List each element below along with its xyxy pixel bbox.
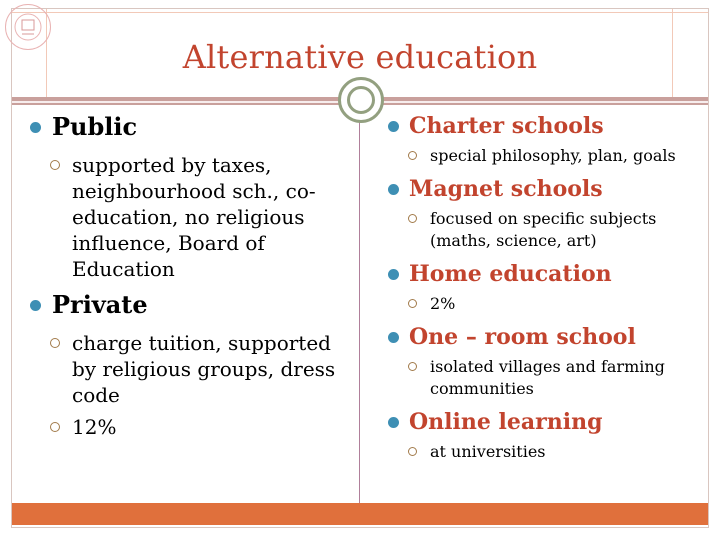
home-detail: 2% [430, 294, 456, 313]
page-title: Alternative education [182, 38, 538, 76]
bullet-charter [388, 112, 698, 140]
bullet-home [388, 260, 698, 288]
private-detail-1: charge tuition, supported by religious groups, dress code [72, 331, 336, 407]
sub-bullet [408, 441, 698, 463]
bullet-one-room [388, 323, 698, 351]
heading-private: Private [52, 290, 148, 319]
sub-bullet [408, 145, 698, 167]
heading-home: Home education [409, 261, 612, 287]
sub-bullet [50, 152, 340, 282]
ring-bullet-icon [408, 447, 417, 456]
left-column [30, 112, 340, 440]
sub-bullet [50, 414, 340, 440]
bullet-dot-icon [30, 300, 41, 311]
bullet-dot-icon [388, 332, 399, 343]
charter-detail: special philosophy, plan, goals [430, 146, 676, 165]
circle-ornament-icon [338, 77, 384, 123]
bullet-magnet [388, 175, 698, 203]
sub-bullet [408, 356, 698, 400]
bullet-public [30, 112, 340, 142]
bullet-dot-icon [388, 121, 399, 132]
heading-charter: Charter schools [409, 113, 604, 139]
heading-public: Public [52, 112, 138, 141]
heading-online: Online learning [409, 409, 603, 435]
heading-magnet: Magnet schools [409, 176, 603, 202]
ring-bullet-icon [50, 422, 60, 432]
bullet-dot-icon [30, 122, 41, 133]
ring-bullet-icon [50, 338, 60, 348]
one-room-detail: isolated villages and farming communities [430, 357, 665, 398]
magnet-detail: focused on specific subjects (maths, science, art) [430, 209, 657, 250]
sub-bullet [408, 293, 698, 315]
ring-bullet-icon [408, 299, 417, 308]
private-detail-2: 12% [72, 415, 117, 439]
bullet-dot-icon [388, 184, 399, 195]
sub-bullet [408, 208, 698, 252]
public-detail: supported by taxes, neighbourhood sch., co-education, no religious influence, Board of Education [72, 153, 316, 281]
circle-ornament-inner [347, 86, 375, 114]
ring-bullet-icon [408, 362, 417, 371]
ring-bullet-icon [408, 214, 417, 223]
online-detail: at universities [430, 442, 546, 461]
right-column [388, 112, 698, 463]
bullet-dot-icon [388, 417, 399, 428]
ring-bullet-icon [50, 160, 60, 170]
bullet-dot-icon [388, 269, 399, 280]
bullet-private [30, 290, 340, 320]
column-divider [359, 105, 360, 503]
bullet-online [388, 408, 698, 436]
heading-one-room: One – room school [409, 324, 636, 350]
ring-bullet-icon [408, 151, 417, 160]
title-rule-top [12, 12, 708, 13]
footer-accent-bar [12, 503, 708, 525]
sub-bullet [50, 330, 340, 408]
